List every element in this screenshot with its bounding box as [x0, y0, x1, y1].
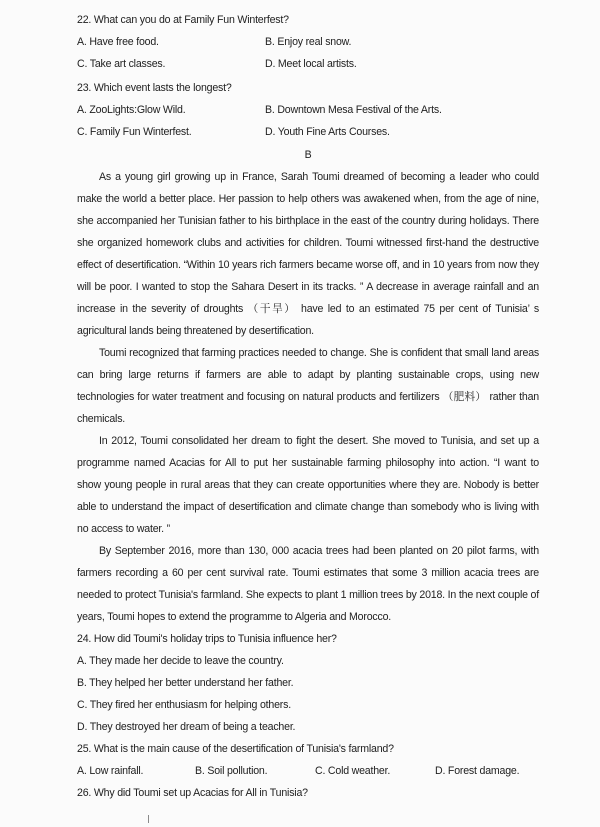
passage-paragraph-4: By September 2016, more than 130, 000 acacia trees had been planted on 20 pilot farms, with farmers recording a 60 per cent survival rate. Toumi estimates that some 3 million acacia trees are needed to protect Tunisia's farmland. She expects to plant 1 million trees by 2018. In the next couple of years, Toumi hopes to extend the programme to Algeria and Morocco. [77, 545, 539, 623]
q25-option-a: A. Low rainfall. [77, 765, 144, 777]
question-22-options-row-2 [77, 53, 539, 75]
q22-option-d: D. Meet local artists. [265, 58, 357, 70]
q24-option-d: D. They destroyed her dream of being a teacher. [77, 721, 296, 733]
question-26-block [77, 782, 539, 804]
q23-option-a: A. ZooLights:Glow Wild. [77, 104, 186, 116]
passage-paragraph-2: Toumi recognized that farming practices needed to change. She is confident that small land areas can bring large returns if farmers are able to adapt by planting sustainable crops, using new technologies for water treatment and focusing on natural products and fertilizers （肥料） rather than chemicals. [77, 347, 539, 425]
passage-paragraph-1: As a young girl growing up in France, Sarah Toumi dreamed of becoming a leader who could make the world a better place. Her passion to help others was awakened when, from the age of nine, she accompanied her Tunisian father to his birthplace in the east of the country during holidays. There she organized homework clubs and activities for children. Toumi witnessed first-hand the destructive effect of desertification. “Within 10 years rich farmers became worse off, and in 10 years from now they will be poor. I wanted to stop the Sahara Desert in its tracks. ” A decrease in average rainfall and an increase in the severity of droughts （干旱） have led to an estimated 75 per cent of Tunisia’ s agricultural lands being threatened by desertification. [77, 171, 539, 337]
question-25-block [77, 738, 539, 782]
question-22-text: 22. What can you do at Family Fun Winterfest? [77, 14, 289, 26]
q23-option-b: B. Downtown Mesa Festival of the Arts. [265, 104, 442, 116]
passage-paragraph-3: In 2012, Toumi consolidated her dream to fight the desert. She moved to Tunisia, and set up a programme named Acacias for All to put her sustainable farming philosophy into action. “I want to show young people in rural areas that they can create opportunities where they are. Nobody is better able to understand the impact of desertification and climate change than somebody who is living with no access to water. ” [77, 435, 539, 535]
question-25-text: 25. What is the main cause of the desertification of Tunisia's farmland? [77, 743, 394, 755]
q25-option-d: D. Forest damage. [435, 765, 520, 777]
q22-option-a: A. Have free food. [77, 36, 159, 48]
passage-paragraph-3-block [77, 430, 539, 540]
q22-option-b: B. Enjoy real snow. [265, 36, 352, 48]
q25-option-c: C. Cold weather. [315, 765, 391, 777]
passage-paragraph-2-block [77, 342, 539, 430]
section-b-heading-block [77, 144, 539, 166]
question-22-block [77, 9, 539, 75]
q22-option-c: C. Take art classes. [77, 58, 166, 70]
text-cursor-mark [148, 815, 149, 823]
passage-paragraph-1-block [77, 166, 539, 342]
question-24-block [77, 628, 539, 738]
question-23-block [77, 77, 539, 143]
q24-option-b: B. They helped her better understand her father. [77, 677, 294, 689]
question-26-text: 26. Why did Toumi set up Acacias for All in Tunisia? [77, 787, 308, 799]
question-25-options-row [77, 760, 539, 782]
passage-paragraph-4-block [77, 540, 539, 628]
q24-option-c: C. They fired her enthusiasm for helping others. [77, 699, 291, 711]
question-22-options-row-1 [77, 31, 539, 53]
question-23-options-row-1 [77, 99, 539, 121]
question-23-text: 23. Which event lasts the longest? [77, 82, 232, 94]
q25-option-b: B. Soil pollution. [195, 765, 268, 777]
q23-option-c: C. Family Fun Winterfest. [77, 126, 192, 138]
q24-option-a: A. They made her decide to leave the country. [77, 655, 284, 667]
section-label: B [304, 149, 312, 161]
q23-option-d: D. Youth Fine Arts Courses. [265, 126, 390, 138]
question-23-options-row-2 [77, 121, 539, 143]
question-24-text: 24. How did Toumi's holiday trips to Tunisia influence her? [77, 633, 337, 645]
